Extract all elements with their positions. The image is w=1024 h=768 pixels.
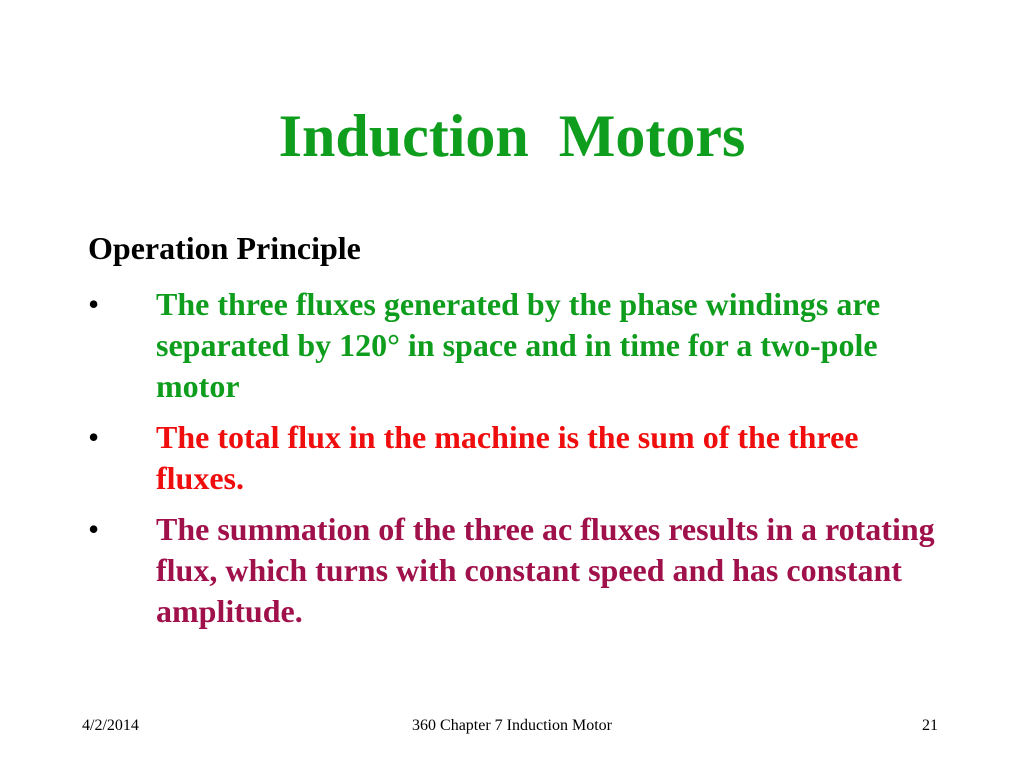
bullet-item [88, 417, 948, 499]
bullet-text: The total flux in the machine is the sum of the three fluxes. [156, 419, 859, 496]
bullet-text: The summation of the three ac fluxes results in a rotating flux, which turns with constant speed and has constant amplitude. [156, 511, 935, 629]
bullet-marker: • [88, 286, 100, 322]
bullet-text: The three fluxes generated by the phase windings are separated by 120° in space and in time for a two-pole motor [156, 286, 881, 404]
footer-title: 360 Chapter 7 Induction Motor [412, 717, 612, 734]
bullet-marker: • [88, 419, 100, 455]
bullet-list [88, 284, 948, 642]
bullet-marker: • [88, 511, 100, 547]
footer-date: 4/2/2014 [82, 717, 139, 734]
bullet-item [88, 284, 948, 407]
slide-title: Induction Motors [278, 103, 746, 169]
footer-page-number: 21 [922, 717, 938, 734]
bullet-item [88, 509, 948, 632]
section-heading: Operation Principle [88, 230, 361, 266]
